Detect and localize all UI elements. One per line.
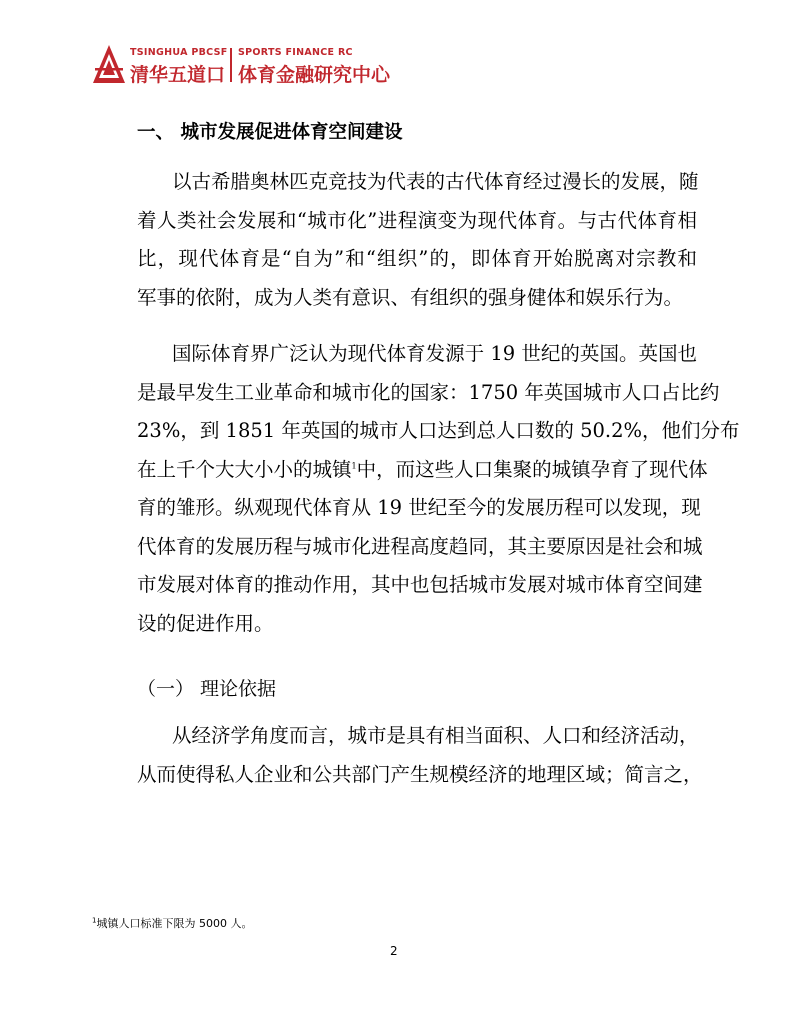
paragraph-3 (137, 717, 703, 794)
footnote-marker: 1 (92, 916, 97, 925)
logo-en-left: TSINGHUA PBCSF (130, 47, 228, 58)
paragraph-line (137, 451, 708, 490)
paragraph-line: 从经济学角度而言，城市是具有相当面积、人口和经济活动， (172, 724, 699, 747)
paragraph-2 (137, 335, 740, 643)
paragraph-line: 设的促进作用。 (137, 611, 274, 635)
paragraph-line: 国际体育界广泛认为现代体育发源于 19 世纪的英国。英国也 (172, 342, 697, 365)
paragraph-line: 育的雏形。纵观现代体育从 19 世纪至今的发展历程可以发现，现 (137, 496, 701, 519)
section-heading: 一、 城市发展促进体育空间建设 (137, 122, 403, 143)
footnote-text: 城镇人口标准下限为 5000 人。 (96, 917, 253, 930)
logo-cn-right: 体育金融研究中心 (238, 64, 391, 86)
subsection-heading: （一） 理论依据 (137, 678, 277, 700)
paragraph-line: 23%，到 1851 年英国的城市人口达到总人口数的 50.2%，他们分布 (137, 419, 740, 442)
page-number: 2 (390, 944, 398, 958)
paragraph-line: 代体育的发展历程与城市化进程高度趋同，其主要原因是社会和城 (137, 534, 703, 558)
line-text: 中，而这些人口集聚的城镇孕育了现代体 (356, 457, 708, 481)
logo-cn-left: 清华五道口 (130, 64, 226, 86)
paragraph-line: 着人类社会发展和“城市化”进程演变为现代体育。与古代体育相 (137, 208, 697, 232)
paragraph-1 (137, 163, 697, 317)
logo-divider (230, 48, 232, 82)
paragraph-line: 从而使得私人企业和公共部门产生规模经济的地理区域；简言之， (137, 762, 703, 786)
tsinghua-logo-icon (92, 44, 126, 84)
paragraph-line: 军事的依附，成为人类有意识、有组织的强身健体和娱乐行为。 (137, 285, 684, 309)
paragraph-line: 是最早发生工业革命和城市化的国家：1750 年英国城市人口占比约 (137, 380, 720, 404)
footnote-ref[interactable]: 1 (351, 461, 357, 470)
paragraph-line: 比，现代体育是“自为”和“组织”的，即体育开始脱离对宗教和 (137, 247, 697, 270)
paragraph-line: 以古希腊奥林匹克竞技为代表的古代体育经过漫长的发展，随 (172, 170, 699, 193)
logo-en-right: SPORTS FINANCE RC (238, 47, 353, 58)
paragraph-line: 市发展对体育的推动作用，其中也包括城市发展对城市体育空间建 (137, 573, 703, 596)
footnote (92, 915, 252, 931)
line-text: 在上千个大大小小的城镇 (137, 457, 352, 481)
